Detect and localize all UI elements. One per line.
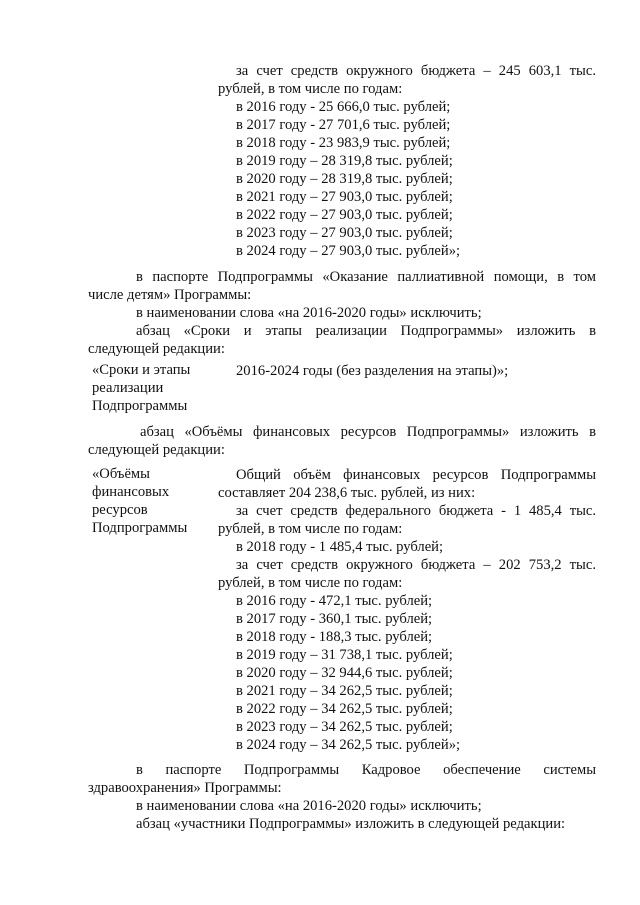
- year-line: в 2019 году – 31 738,1 тыс. рублей;: [236, 647, 453, 663]
- staff-para-line4: абзац «участники Подпрограммы» изложить в следующей редакции:: [136, 816, 566, 832]
- palliative-para-line1: в паспорте Подпрограммы «Оказание паллиативной помощи, в том: [136, 269, 596, 285]
- total-line2: составляет 204 238,6 тыс. рублей, из них:: [218, 485, 476, 501]
- year-line: в 2017 году - 360,1 тыс. рублей;: [236, 611, 433, 627]
- year-line: в 2019 году – 28 319,8 тыс. рублей;: [236, 153, 453, 169]
- year-line: в 2016 году - 25 666,0 тыс. рублей;: [236, 99, 451, 115]
- volumes-label-line: финансовых: [92, 484, 170, 500]
- district-line1: за счет средств окружного бюджета – 202 753,2 тыс.: [236, 557, 596, 573]
- year-line: в 2020 году – 32 944,6 тыс. рублей;: [236, 665, 453, 681]
- year-line: в 2024 году – 34 262,5 тыс. рублей»;: [236, 737, 461, 753]
- palliative-para-line2: числе детям» Программы:: [88, 287, 252, 303]
- year-line: в 2017 году - 27 701,6 тыс. рублей;: [236, 117, 451, 133]
- year-line: в 2023 году – 34 262,5 тыс. рублей;: [236, 719, 453, 735]
- year-line: в 2018 году - 1 485,4 тыс. рублей;: [236, 539, 444, 555]
- year-line: в 2021 году – 34 262,5 тыс. рублей;: [236, 683, 453, 699]
- district-budget-intro-line1: за счет средств окружного бюджета – 245 603,1 тыс.: [236, 63, 596, 79]
- year-line: в 2020 году – 28 319,8 тыс. рублей;: [236, 171, 453, 187]
- palliative-para-line3: в наименовании слова «на 2016-2020 годы» исключить;: [136, 305, 482, 321]
- federal-line2: рублей, в том числе по годам:: [218, 521, 403, 537]
- volumes-para-line1: абзац «Объёмы финансовых ресурсов Подпрограммы» изложить в: [140, 424, 596, 440]
- year-line: в 2023 году – 27 903,0 тыс. рублей;: [236, 225, 453, 241]
- staff-para-line3: в наименовании слова «на 2016-2020 годы» исключить;: [136, 798, 482, 814]
- year-line: в 2018 году - 188,3 тыс. рублей;: [236, 629, 433, 645]
- year-line: в 2024 году – 27 903,0 тыс. рублей»;: [236, 243, 461, 259]
- volumes-label-line: Подпрограммы: [92, 520, 188, 536]
- volumes-label-line: «Объёмы: [92, 466, 150, 482]
- staff-para-line2: здравоохранения» Программы:: [88, 780, 282, 796]
- volumes-para-line2: следующей редакции:: [88, 442, 225, 458]
- terms-label-line: реализации: [92, 380, 164, 396]
- palliative-para-line5: следующей редакции:: [88, 341, 225, 357]
- staff-para-line1: в паспорте Подпрограммы Кадровое обеспечение системы: [136, 762, 596, 778]
- year-line: в 2022 году – 34 262,5 тыс. рублей;: [236, 701, 453, 717]
- district-line2: рублей, в том числе по годам:: [218, 575, 403, 591]
- district-budget-intro-line2: рублей, в том числе по годам:: [218, 81, 403, 97]
- total-line1: Общий объём финансовых ресурсов Подпрограммы: [236, 467, 596, 483]
- volumes-label-line: ресурсов: [92, 502, 148, 518]
- terms-value: 2016-2024 годы (без разделения на этапы)»;: [236, 363, 509, 379]
- terms-label-line: «Сроки и этапы: [92, 362, 191, 378]
- year-line: в 2022 году – 27 903,0 тыс. рублей;: [236, 207, 453, 223]
- year-line: в 2021 году – 27 903,0 тыс. рублей;: [236, 189, 453, 205]
- palliative-para-line4: абзац «Сроки и этапы реализации Подпрограммы» изложить в: [136, 323, 596, 339]
- year-line: в 2018 году - 23 983,9 тыс. рублей;: [236, 135, 451, 151]
- terms-label-line: Подпрограммы: [92, 398, 188, 414]
- year-line: в 2016 году - 472,1 тыс. рублей;: [236, 593, 433, 609]
- federal-line1: за счет средств федерального бюджета - 1 485,4 тыс.: [236, 503, 596, 519]
